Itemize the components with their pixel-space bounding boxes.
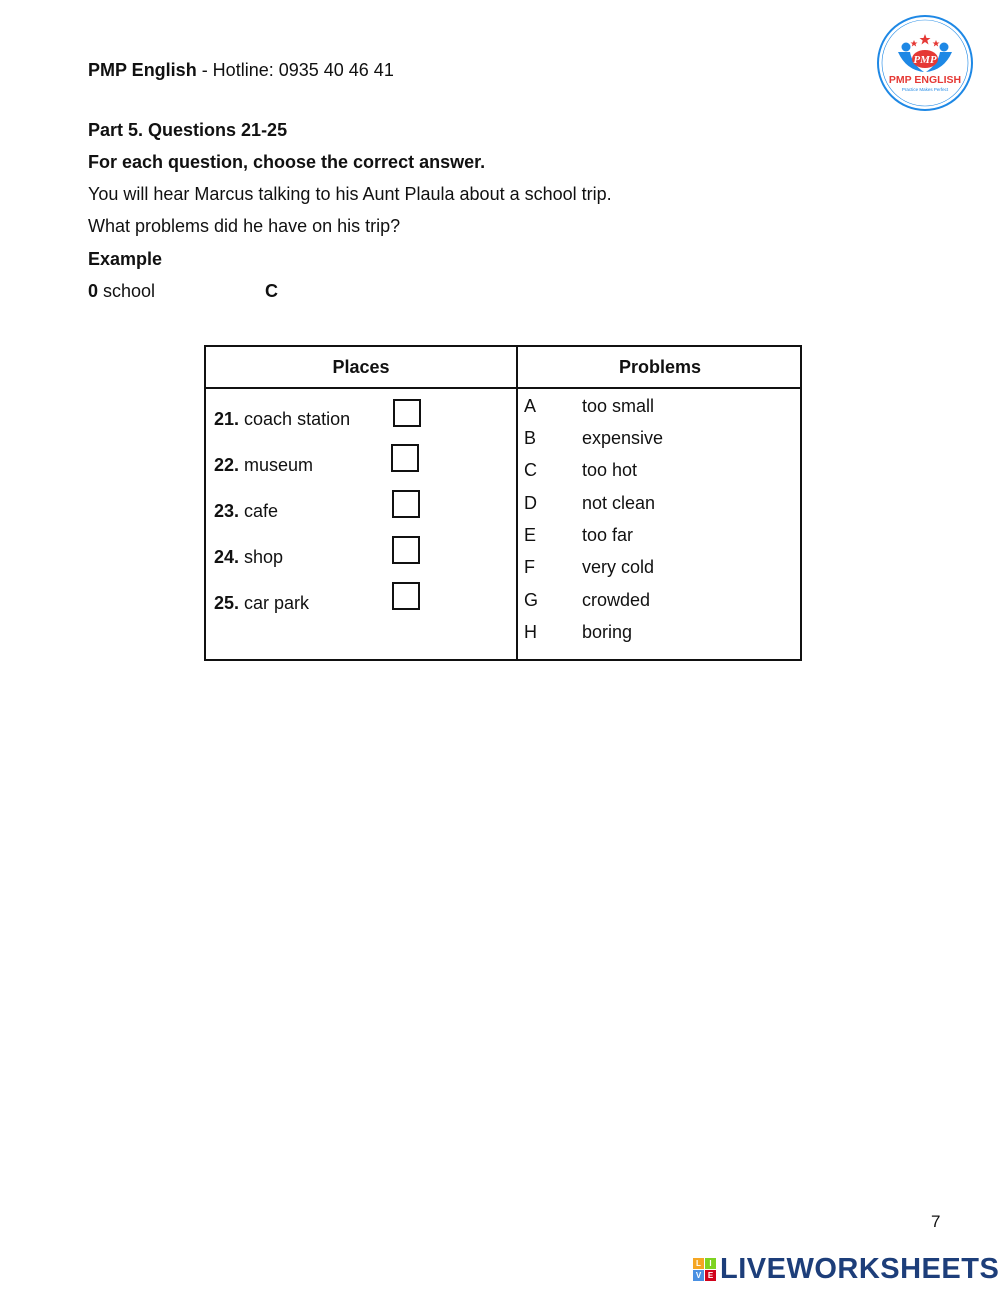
lw-icon-letter: E	[705, 1270, 716, 1281]
problem-letter: B	[524, 428, 537, 448]
liveworksheets-watermark[interactable]	[693, 1254, 999, 1284]
part-title: Part 5. Questions 21-25	[88, 120, 288, 140]
table-divider-vertical	[516, 347, 518, 659]
answer-box-22[interactable]	[391, 444, 419, 472]
problem-letter: D	[524, 493, 537, 513]
problem-row-b	[524, 428, 663, 449]
header-problems: Problems	[618, 357, 702, 377]
place-number: 22.	[214, 455, 240, 475]
logo-top-text: PMP	[913, 54, 937, 66]
problem-row-c	[524, 460, 637, 481]
answer-box-23[interactable]	[392, 490, 420, 518]
answer-box-24[interactable]	[392, 536, 420, 564]
place-number: 24.	[214, 547, 240, 567]
problem-text: not clean	[582, 493, 656, 513]
logo-slogan: Practice Makes Perfect	[901, 87, 949, 92]
example-answer: C	[265, 281, 278, 301]
hotline-text: - Hotline: 0935 40 46 41	[196, 60, 394, 80]
place-name: car park	[239, 593, 310, 613]
example-row	[88, 281, 155, 302]
problem-row-f	[524, 557, 654, 578]
problem-letter: A	[524, 396, 537, 416]
problem-row-g	[524, 590, 650, 611]
problem-text: very cold	[582, 557, 655, 577]
lw-icon-letter: V	[693, 1270, 704, 1281]
place-name: shop	[239, 547, 284, 567]
problem-text: boring	[582, 622, 633, 642]
place-row-21	[214, 409, 350, 430]
instruction-text: For each question, choose the correct answer.	[88, 152, 486, 172]
place-number: 25.	[214, 593, 240, 613]
problem-text: expensive	[582, 428, 664, 448]
problem-row-d	[524, 493, 655, 514]
question-text: What problems did he have on his trip?	[88, 216, 401, 236]
problem-row-a	[524, 396, 654, 417]
problem-text: too hot	[582, 460, 638, 480]
table-divider-horizontal	[206, 387, 800, 389]
problem-row-e	[524, 525, 633, 546]
intro-text: You will hear Marcus talking to his Aunt Plaula about a school trip.	[88, 184, 612, 204]
lw-icon-letter: I	[705, 1258, 716, 1269]
liveworksheets-icon	[693, 1258, 716, 1281]
problem-letter: H	[524, 622, 537, 642]
place-row-25	[214, 593, 309, 614]
problem-text: too far	[582, 525, 634, 545]
problem-letter: E	[524, 525, 537, 545]
pmp-english-logo	[876, 14, 974, 112]
logo-main-text: PMP ENGLISH	[888, 74, 962, 86]
place-row-24	[214, 547, 283, 568]
brand-name: PMP English	[88, 60, 197, 80]
problem-text: too small	[582, 396, 655, 416]
matching-table	[204, 345, 802, 661]
example-number: 0	[88, 281, 99, 301]
problem-letter: G	[524, 590, 539, 610]
problem-letter: F	[524, 557, 535, 577]
problem-text: crowded	[582, 590, 651, 610]
liveworksheets-text: LIVEWORKSHEETS	[720, 1252, 1000, 1285]
place-name: museum	[239, 455, 314, 475]
lw-icon-letter: L	[693, 1258, 704, 1269]
place-name: coach station	[239, 409, 351, 429]
header-line	[88, 60, 394, 81]
place-row-22	[214, 455, 313, 476]
place-name: cafe	[239, 501, 279, 521]
answer-box-21[interactable]	[393, 399, 421, 427]
problem-letter: C	[524, 460, 537, 480]
header-places: Places	[332, 357, 390, 377]
problem-row-h	[524, 622, 632, 643]
page-number: 7	[931, 1212, 941, 1231]
place-row-23	[214, 501, 278, 522]
place-number: 23.	[214, 501, 240, 521]
example-place: school	[98, 281, 156, 301]
answer-box-25[interactable]	[392, 582, 420, 610]
example-label: Example	[88, 249, 163, 269]
place-number: 21.	[214, 409, 240, 429]
